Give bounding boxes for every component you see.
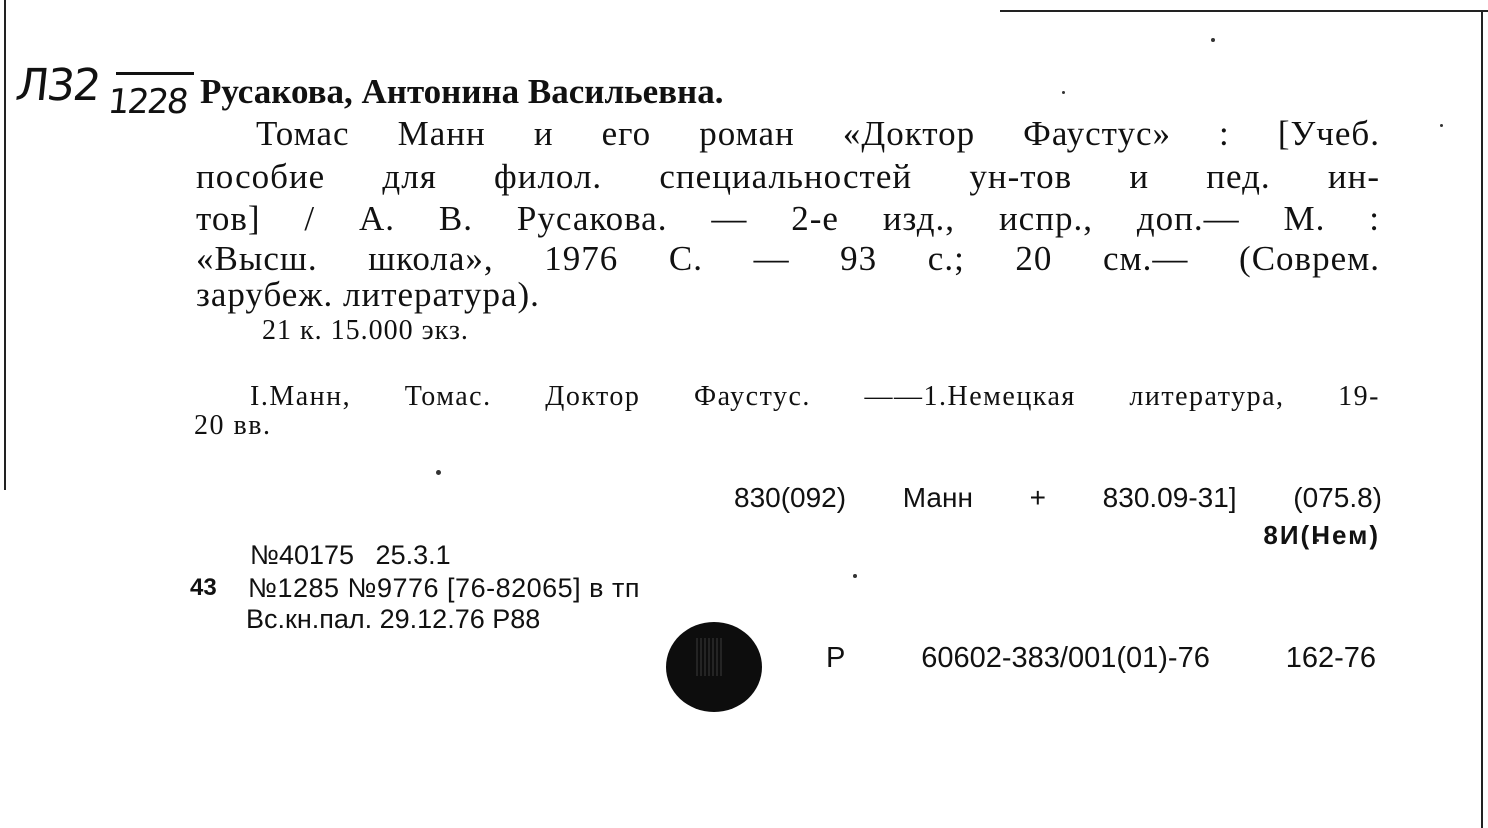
- card-right-edge: [1481, 10, 1483, 828]
- record-number-line-1: №40175 25.3.1: [250, 540, 451, 570]
- subject-tracings-line-1: I.Манн, Томас. Доктор Фаустус. ——1.Немецкая литература, 19-: [250, 381, 1380, 412]
- card-left-edge: [4, 0, 6, 490]
- description-line-3: тов] / А. В. Русакова. — 2-е изд., испр., доп.— М. :: [196, 199, 1380, 238]
- record-number-line-3: Вс.кн.пал. 29.12.76 Р88: [246, 604, 541, 634]
- scan-speck: [1211, 38, 1215, 42]
- handwritten-shelf-code: Л32: [13, 60, 102, 111]
- handwritten-shelf-number: 1228: [105, 82, 189, 122]
- handwritten-fraction-line: [116, 72, 194, 75]
- description-line-1: Томас Манн и его роман «Доктор Фаустус» : [Учеб.: [256, 114, 1380, 153]
- publication-code: Р 60602-383/001(01)-76 162-76: [826, 642, 1376, 674]
- description-line-5: зарубеж. литература).: [196, 275, 540, 314]
- scan-speck: [1440, 124, 1443, 127]
- price-and-print-run: 21 к. 15.000 экз.: [262, 315, 469, 346]
- scan-speck: [853, 574, 857, 578]
- description-line-2: пособие для филол. специальностей ун-тов и пед. ин-: [196, 157, 1380, 196]
- record-number-prefix: 43: [190, 574, 217, 601]
- description-line-4: «Высш. школа», 1976 С. — 93 с.; 20 см.— (Соврем.: [196, 239, 1380, 278]
- scan-speck: [436, 470, 441, 475]
- card-top-edge: [1000, 10, 1488, 12]
- subject-tracings-line-2: 20 вв.: [194, 410, 272, 441]
- author-heading: Русакова, Антонина Васильевна.: [200, 72, 724, 111]
- card-punch-hole: [666, 622, 762, 712]
- classification-code: 8И(Нем): [1263, 520, 1380, 550]
- classification-index: 830(092) Манн + 830.09-31] (075.8): [734, 482, 1382, 513]
- record-number-line-2: №1285 №9776 [76-82065] в тп: [248, 573, 641, 603]
- scan-speck: [1062, 91, 1065, 94]
